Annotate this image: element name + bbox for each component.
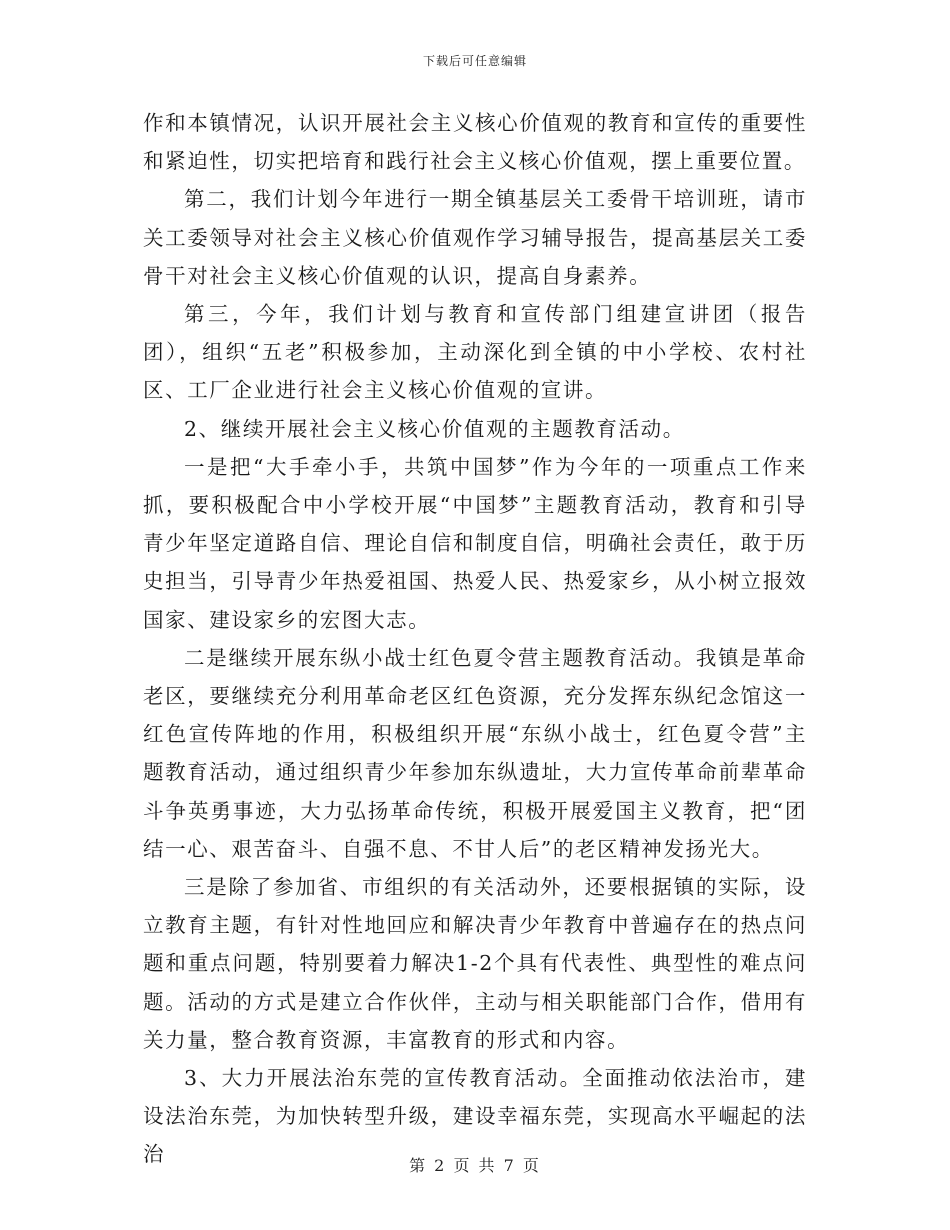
section-heading: 2、继续开展社会主义核心价值观的主题教育活动。 bbox=[184, 416, 685, 441]
paragraph: 三是除了参加省、市组织的有关活动外，还要根据镇的实际，设立教育主题，有针对性地回应和解决青少年教育中普遍存在的热点问题和重点问题，特别要着力解决1-2个具有代表性、典型性的难点问题。活动的方式是建立合作伙伴，主动与相关职能部门合作，借用有关力量，整合教育资源，丰富教育的形式和内容。 bbox=[143, 875, 807, 1052]
paragraph: 作和本镇情况，认识开展社会主义核心价值观的教育和宣传的重要性和紧迫性，切实把培育和践行社会主义核心价值观，摆上重要位置。 bbox=[143, 111, 807, 174]
paragraph: 二是继续开展东纵小战士红色夏令营主题教育活动。我镇是革命老区，要继续充分利用革命老区红色资源，充分发挥东纵纪念馆这一红色宣传阵地的作用，积极组织开展“东纵小战士，红色夏令营”主题教育活动，通过组织青少年参加东纵遗址，大力宣传革命前辈革命斗争英勇事迹，大力弘扬革命传统，积极开展爱国主义教育，把“团结一心、艰苦奋斗、自强不息、不甘人后”的老区精神发扬光大。 bbox=[143, 645, 807, 861]
paragraph: 第三，今年，我们计划与教育和宣传部门组建宣讲团（报告团），组织“五老”积极参加，主动深化到全镇的中小学校、农村社区、工厂企业进行社会主义核心价值观的宣讲。 bbox=[143, 302, 807, 403]
paragraph: 3、大力开展法治东莞的宣传教育活动。全面推动依法治市，建设法治东莞，为加快转型升级，建设幸福东莞，实现高水平崛起的法治 bbox=[143, 1066, 807, 1167]
document-body bbox=[143, 104, 807, 1174]
paragraph: 一是把“大手牵小手，共筑中国梦”作为今年的一项重点工作来抓，要积极配合中小学校开展“中国梦”主题教育活动，教育和引导青少年坚定道路自信、理论自信和制度自信，明确社会责任，敢于历史担当，引导青少年热爱祖国、热爱人民、热爱家乡，从小树立报效国家、建设家乡的宏图大志。 bbox=[143, 454, 807, 632]
header-note: 下载后可任意编辑 bbox=[422, 54, 527, 68]
paragraph: 第二，我们计划今年进行一期全镇基层关工委骨干培训班，请市关工委领导对社会主义核心价值观作学习辅导报告，提高基层关工委骨干对社会主义核心价值观的认识，提高自身素养。 bbox=[143, 187, 807, 288]
page-number: 第 2 页 共 7 页 bbox=[409, 1156, 541, 1175]
